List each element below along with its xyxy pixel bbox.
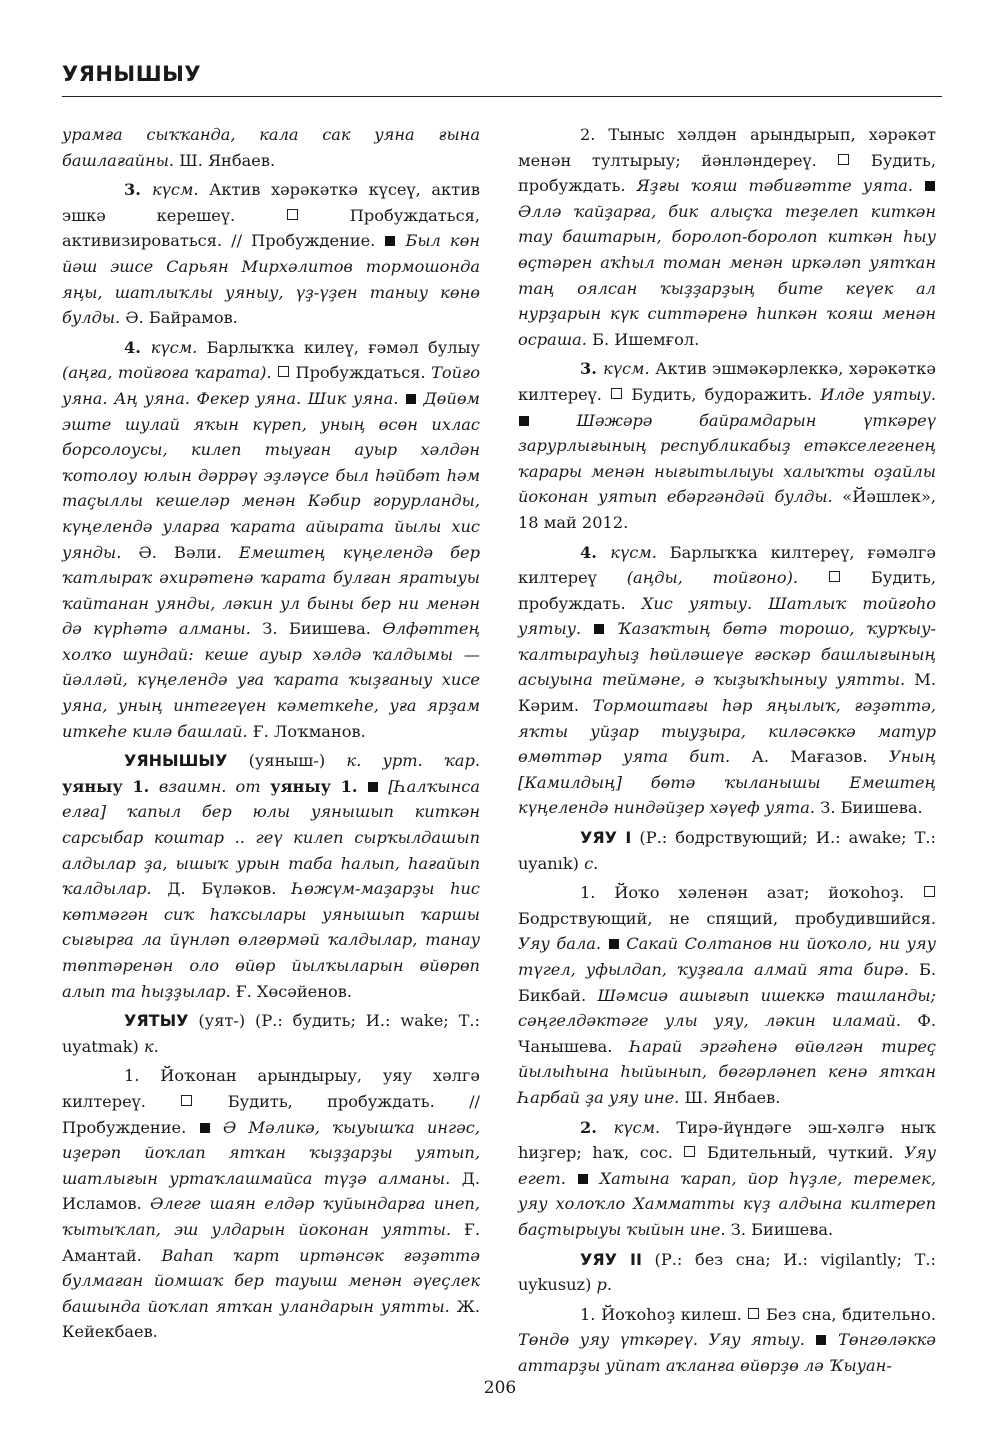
example-text: Был көн йәш эшсе Сарьян Мирхәлитов тормошонда яңы, шатлыҡлы уяныу, үҙ-үҙен таныу көнө булды. xyxy=(62,231,480,328)
definition: 2. Тыныс хәлдән арындырып, хәрәкәт менән тултырыу; йәнләндереү. xyxy=(518,125,936,170)
example-marker-icon xyxy=(406,394,416,404)
translation-marker-icon xyxy=(924,886,935,897)
author: «Йәшлек», 18 май 2012. xyxy=(518,487,936,532)
left-column xyxy=(62,122,480,1345)
author: М. Кәрим. xyxy=(518,670,937,716)
sense-number: 2. xyxy=(580,1117,614,1137)
page-number: 206 xyxy=(483,1378,517,1398)
author: З. Биишева. xyxy=(250,619,383,639)
author: Б. Ишемғол. xyxy=(586,329,700,349)
sense-number: 4. xyxy=(124,337,151,357)
example-text: Тормоштағы һәр яңылыҡ, ғәҙәттә, яҡты уйҙар тыуҙыра, киләсәккә матур өмөттәр уята бит. xyxy=(518,696,936,767)
translation: Будить, пробуждать. // Пробуждение. xyxy=(62,1091,480,1137)
example-text: Яҙғы ҡояш тәбиғәтте уята. xyxy=(636,176,913,196)
example-text: Әлеге шаян елдәр ҡуйындарға инеп, ҡытыҡлап, эш улдарын йоконан уятты. xyxy=(62,1194,481,1239)
entry-continuation xyxy=(62,122,480,173)
example-text: [Һалҡынса елға] ҡапыл бер юлы уянышып киткән сарсыбар коштар .. геү килеп сырҡылдашып алдылар ҙа, ышыҡ урын таба һалып, һағайып ҡалдылар. xyxy=(62,776,480,899)
example-text: Һөжүм-маҙарҙы һис көтмәгән сиҡ һаҡсылары уянышып ҡаршы сығырға ла йүнләп өлгөрмәй ҡалдылар, танау төптәренән оло өйөр йылҡыларын өйөрөп алып та һыҙҙылар. xyxy=(62,879,480,1001)
author: З. Биишева. xyxy=(725,1219,834,1239)
right-column xyxy=(518,122,936,1379)
example-text: Хис уятыу. Шатлыҡ тойғоһо уятыу. xyxy=(518,593,936,639)
sense-2 xyxy=(518,122,936,352)
header-rule xyxy=(62,96,942,97)
example-text: Төндө уяу үткәреү. Уяу ятыу. xyxy=(518,1330,805,1350)
headword: УЯУ II xyxy=(580,1249,642,1269)
example-text: Һарай эргәһенә өйөлгән тиреҫ йылыһына һыйынып, бөгәрләнеп кенә ятҡан Һарбай ҙа уяу ине. xyxy=(518,1036,936,1107)
translation-marker-icon xyxy=(748,1308,759,1319)
example-text: урамға сыҡҡанда, кала сак уяна ғына башлағайны. xyxy=(62,125,480,170)
translation: Без сна, бдительно. xyxy=(760,1304,936,1324)
space xyxy=(913,176,924,195)
translation: Бдительный, чуткий. xyxy=(696,1143,905,1163)
author: Ғ. Амантай. xyxy=(62,1219,480,1265)
cross-reference: уяныу 1. xyxy=(62,776,159,796)
usage-note: (аңға, тойғоға ҡарата). xyxy=(62,363,272,383)
example-text: Уның [Камилдың] бөтә ҡыланышы Емештең күңелендә ниндәйҙер хәүеф уята. xyxy=(518,747,936,818)
author: З. Биишева. xyxy=(815,798,923,818)
sense-3 xyxy=(62,177,480,331)
sense-1 xyxy=(518,880,936,1110)
label: күсм. xyxy=(610,542,657,562)
label: к. урт. ҡар. xyxy=(346,751,480,771)
example-marker-icon xyxy=(594,624,604,634)
author: Б. Бикбай. xyxy=(518,960,937,1005)
translation: Будить, будоражить. xyxy=(623,384,821,404)
sense-number: 3. xyxy=(124,180,152,200)
example-marker-icon xyxy=(925,181,935,191)
sense-1 xyxy=(518,1302,936,1379)
cross-reference: уяныу 1. xyxy=(260,776,368,796)
definition: Тирә-йүндәге эш-хәлгә ныҡ һиҙгер; һаҡ, сос. xyxy=(518,1117,936,1163)
author: Д. Бүләков. xyxy=(151,879,293,899)
translation-marker-icon xyxy=(838,154,849,165)
author: Ф. Чанышева. xyxy=(518,1011,936,1056)
example-marker-icon xyxy=(200,1123,210,1133)
headword: УЯТЫУ xyxy=(124,1011,189,1031)
definition: 1. Йоҡоһоҙ килеш. xyxy=(580,1304,748,1324)
translation: Пробуждаться, активизироваться. // Пробуждение. xyxy=(62,205,481,251)
example-marker-icon xyxy=(816,1335,826,1345)
example-text: Шәмсиә ашығып ишеккә ташланды; сәңгелдәктәге улы уяу, ләкин иламай. xyxy=(518,985,937,1031)
example-marker-icon xyxy=(609,939,619,949)
space xyxy=(798,568,828,587)
author: Д. Исламов. xyxy=(62,1168,481,1214)
example-text: Төнгөләккә аттарҙы уйпат аҡланға өйөрҙө лә Ҡыуан- xyxy=(518,1330,936,1375)
entry-uyau-2 xyxy=(518,1247,936,1298)
translation-marker-icon xyxy=(181,1095,192,1106)
label: күсм. xyxy=(613,1117,661,1137)
translation: Пробуждаться. xyxy=(290,363,432,383)
definition: Актив хәрәкәткә күсеү, актив эшкә керешеү. xyxy=(62,180,480,225)
example-marker-icon xyxy=(578,1174,588,1184)
sense-number: 3. xyxy=(580,359,604,379)
translation: Будить, пробуждать. xyxy=(518,568,936,613)
etymology: (уят-) (Р.: будить; И.: wake; Т.: uyatmak) xyxy=(62,1011,480,1056)
running-head: УЯНЫШЫУ xyxy=(62,62,202,86)
example-text: Емештең күңелендә бер ҡатлыраҡ әхирәтенә ҡарата булған яратыуы ҡайтанан уянды, ләкин ул быны бер ни менән дә күрһәтә алманы. xyxy=(62,542,480,639)
space xyxy=(581,619,593,638)
space xyxy=(601,934,608,953)
definition: 1. Йоҡонан арындырыу, уяу хәлгә килтереү. xyxy=(62,1066,480,1111)
translation-marker-icon xyxy=(684,1146,695,1157)
space xyxy=(272,363,277,382)
example-text: Дөйөм эште шулай яҡын күреп, уның өсөн ихлас борсолоусы, килеп тыуған ауыр хәлдән ҡотолоу юлын дәррәү эҙләүсе был һәйбәт һәм таҫыллы кешеләр менән Кәбир ғорурланды, күңелендә уларға ҡарата айырата йылы хис уянды. xyxy=(62,388,480,562)
author: Ш. Янбаев. xyxy=(679,1087,781,1107)
author: Ғ. Хөсәйенов. xyxy=(230,981,353,1001)
translation-marker-icon xyxy=(829,571,840,582)
example-text: Өлфәттең холҡо шундай: кеше ауыр хәлдә ҡалдымы — йәлләй, күңелендә уға ҡарата ҡыҙғаныу хисе уяна, уның интегеүен кәметкеһе, уға ярҙам иткеһе килә башлай. xyxy=(62,619,480,741)
example-marker-icon xyxy=(385,236,395,246)
author: Ғ. Лоҡманов. xyxy=(247,721,366,741)
example-text: Уяу бала. xyxy=(518,934,602,954)
headword: УЯНЫШЫУ xyxy=(124,751,228,771)
example-marker-icon xyxy=(519,416,529,426)
example-text: Тойғо уяна. Аң уяна. Фекер уяна. Шик уяна. xyxy=(62,363,480,408)
sense-3 xyxy=(518,356,936,535)
stem: (уяныш-) xyxy=(227,751,347,771)
definition: 1. Йоҡо хәленән азат; йоҡоһоҙ. xyxy=(580,883,923,903)
translation: Бодрствующий, не спящий, пробудившийся. xyxy=(518,908,936,928)
translation-marker-icon xyxy=(611,388,622,399)
entry-uyatyu xyxy=(62,1008,480,1059)
author: А. Мағазов. xyxy=(730,747,889,767)
label: күсм. xyxy=(150,337,198,357)
etymology: (Р.: без сна; И.: vigilantly; Т.: uykusuz) xyxy=(518,1249,936,1295)
space xyxy=(805,1330,816,1349)
label: взаимн. от xyxy=(158,776,261,796)
usage-note: (аңды, тойғоно). xyxy=(626,568,799,588)
example-text: Әллә ҡайҙарға, бик алыҫҡа теҙелеп киткән тау баштарын, боролоп-боролоп киткән һыу өҫтәрен аҡһыл томан менән иркәләп уятҡан таң оялсан ҡыҙҙарҙың бите кеүек ал нурҙарын күк ситтәренә һипкән ҡояш менән осраша. xyxy=(518,201,936,349)
example-text: Ә Мәликә, ҡыуышҡа ингәс, иҙерәп йоҡлап ятҡан ҡыҙҙарҙы уятып, шатлығын уртаҡлашмайса түҙә алманы. xyxy=(62,1117,480,1188)
etymology: (Р.: бодрствующий; И.: awake; Т.: uyanık) xyxy=(518,828,937,873)
definition: Актив эшмәкәрлеккә, хәрәкәткә килтереү. xyxy=(518,359,936,404)
example-text: Илде уятыу. xyxy=(820,384,936,404)
example-text: Уяу егет. xyxy=(518,1143,936,1188)
label: күсм. xyxy=(152,180,199,200)
author: Ш. Янбаев. xyxy=(174,150,276,170)
sense-4 xyxy=(62,335,480,745)
label: к. xyxy=(144,1036,159,1056)
translation: Будить, пробуждать. xyxy=(518,150,936,196)
entry-uyau-1 xyxy=(518,825,936,876)
space xyxy=(398,389,405,408)
author: Ә. Байрамов. xyxy=(120,308,238,328)
sense-2 xyxy=(518,1115,936,1243)
space xyxy=(566,1169,577,1188)
headword: УЯУ I xyxy=(580,828,632,848)
example-marker-icon xyxy=(368,782,378,792)
author: Ә. Вәли. xyxy=(121,542,239,562)
definition: Барлыҡҡа килтереү, ғәмәлгә килтереү xyxy=(518,542,936,588)
translation-marker-icon xyxy=(287,209,298,220)
label: күсм. xyxy=(603,359,650,379)
entry-uyanyshyu xyxy=(62,748,480,1004)
sense-1 xyxy=(62,1063,480,1345)
author: Ж. Кейекбаев. xyxy=(62,1296,480,1342)
definition: Барлыҡҡа килеү, ғәмәл булыу xyxy=(197,337,480,357)
sense-number: 4. xyxy=(580,542,611,562)
sense-4 xyxy=(518,540,936,822)
example-text: Хатына ҡарап, йор һүҙле, теремек, уяу холоҡло Хамматты күҙ алдына килтереп баҫтырыуы ҡыйын ине. xyxy=(518,1168,936,1239)
example-text: Шәжәрә байрамдарын үткәреү зарурлығының республикабыҙ етәкселегенең ҡарары менән нығытылыуы халыҡты оҙайлы йоконан уятып ебәргәндәй булды. xyxy=(518,410,936,507)
label: р. xyxy=(596,1275,613,1295)
translation-marker-icon xyxy=(278,366,289,377)
example-text: Ҡазаҡтың бөтә торошо, ҡурҡыу-ҡалтырауһыҙ һөйләшеүе ғәскәр башлығының асыуына теймәне, ә ҡыҙыҡһыныу уятты. xyxy=(518,619,936,690)
example-text: Сакай Солтанов ни йоҡоло, ни уяу түгел, уфылдап, ҡуҙғала алмай ята бирә. xyxy=(518,934,936,979)
label: с. xyxy=(584,853,599,873)
example-text: Ваһап ҡарт иртәнсәк ғәҙәттә булмаған йомшаҡ бер тауыш менән әүеҫлек башында йоҡлап ятҡан уландарын уятты. xyxy=(62,1245,480,1316)
